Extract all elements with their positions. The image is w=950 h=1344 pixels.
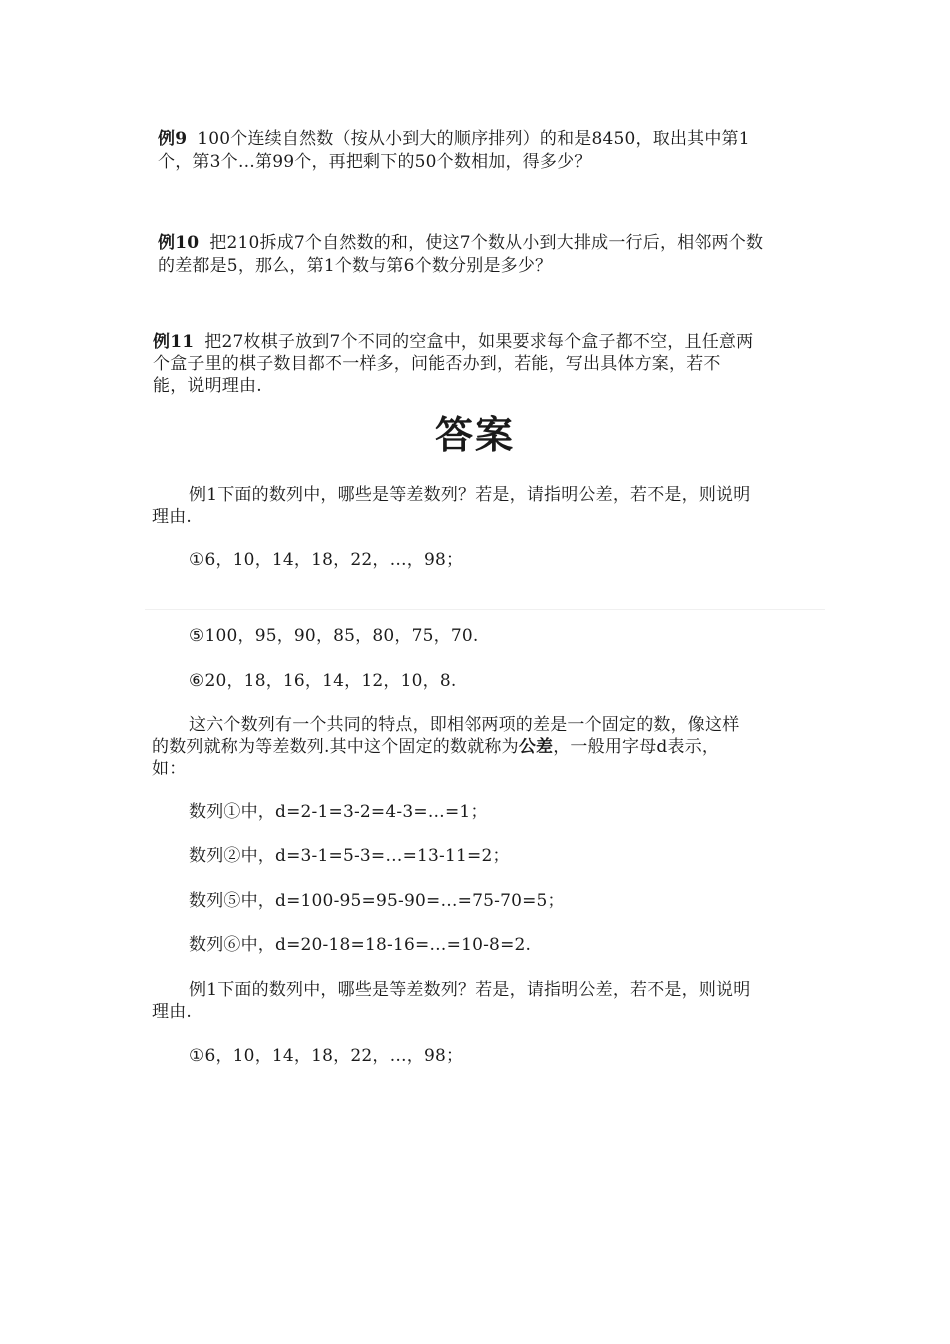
paragraph-line-2-start: 的数列就称为等差数列.其中这个固定的数就称为 bbox=[152, 737, 519, 757]
term-gongcha: 公差 bbox=[518, 737, 554, 757]
paragraph-line-2 bbox=[152, 736, 719, 758]
difference-seq-6: 数列⑥中，d=20-18=18-16=…=10-8=2. bbox=[189, 935, 532, 955]
difference-seq-2: 数列②中，d=3-1=5-3=…=13-11=2； bbox=[189, 846, 510, 866]
example-11-line-2: 个盒子里的棋子数目都不一样多，问能否办到，若能，写出具体方案，若不 bbox=[153, 354, 721, 374]
paragraph-line-1: 这六个数列有一个共同的特点，即相邻两项的差是一个固定的数，像这样 bbox=[189, 715, 740, 735]
sequence-6: ⑥20，18，16，14，12，10，8. bbox=[189, 671, 457, 691]
example-10-label: 例10 bbox=[158, 233, 200, 253]
example-9-text-1: 100个连续自然数（按从小到大的顺序排列）的和是8450，取出其中第1 bbox=[197, 129, 750, 149]
answer-q1-repeat-line-1: 例1下面的数列中，哪些是等差数列？若是，请指明公差，若不是，则说明 bbox=[189, 980, 751, 1000]
difference-seq-1: 数列①中，d=2-1=3-2=4-3=…=1； bbox=[189, 802, 488, 822]
example-11-line-3: 能，说明理由. bbox=[153, 376, 262, 396]
sequence-1: ①6，10，14，18，22，…，98； bbox=[189, 550, 464, 570]
example-10-text-1: 把210拆成7个自然数的和，使这7个数从小到大排成一行后，相邻两个数 bbox=[209, 233, 764, 253]
sequence-1-repeat: ①6，10，14，18，22，…，98； bbox=[189, 1046, 464, 1066]
example-10-line-1 bbox=[158, 232, 763, 254]
example-11-line-1 bbox=[153, 331, 753, 353]
answer-q1-line-2: 理由. bbox=[152, 507, 193, 527]
example-11-text-1: 把27枚棋子放到7个不同的空盒中，如果要求每个盒子都不空，且任意两 bbox=[204, 332, 754, 352]
example-9-line-1 bbox=[158, 128, 750, 150]
answer-q1-line-1: 例1下面的数列中，哪些是等差数列？若是，请指明公差，若不是，则说明 bbox=[189, 485, 751, 505]
answer-q1-repeat-line-2: 理由. bbox=[152, 1002, 193, 1022]
example-9-label: 例9 bbox=[158, 129, 188, 149]
difference-seq-5: 数列⑤中，d=100-95=95-90=…=75-70=5； bbox=[189, 891, 565, 911]
paragraph-line-2-end: ，一般用字母d表示， bbox=[553, 737, 720, 757]
example-9-line-2: 个，第3个…第99个，再把剩下的50个数相加，得多少？ bbox=[158, 152, 592, 172]
paragraph-line-3: 如： bbox=[152, 759, 187, 779]
example-11-label: 例11 bbox=[153, 332, 195, 352]
example-10-line-2: 的差都是5，那么，第1个数与第6个数分别是多少？ bbox=[158, 256, 553, 276]
sequence-5: ⑤100，95，90，85，80，75，70. bbox=[189, 626, 479, 646]
page-divider bbox=[145, 609, 825, 610]
answer-title: 答案 bbox=[434, 413, 515, 457]
